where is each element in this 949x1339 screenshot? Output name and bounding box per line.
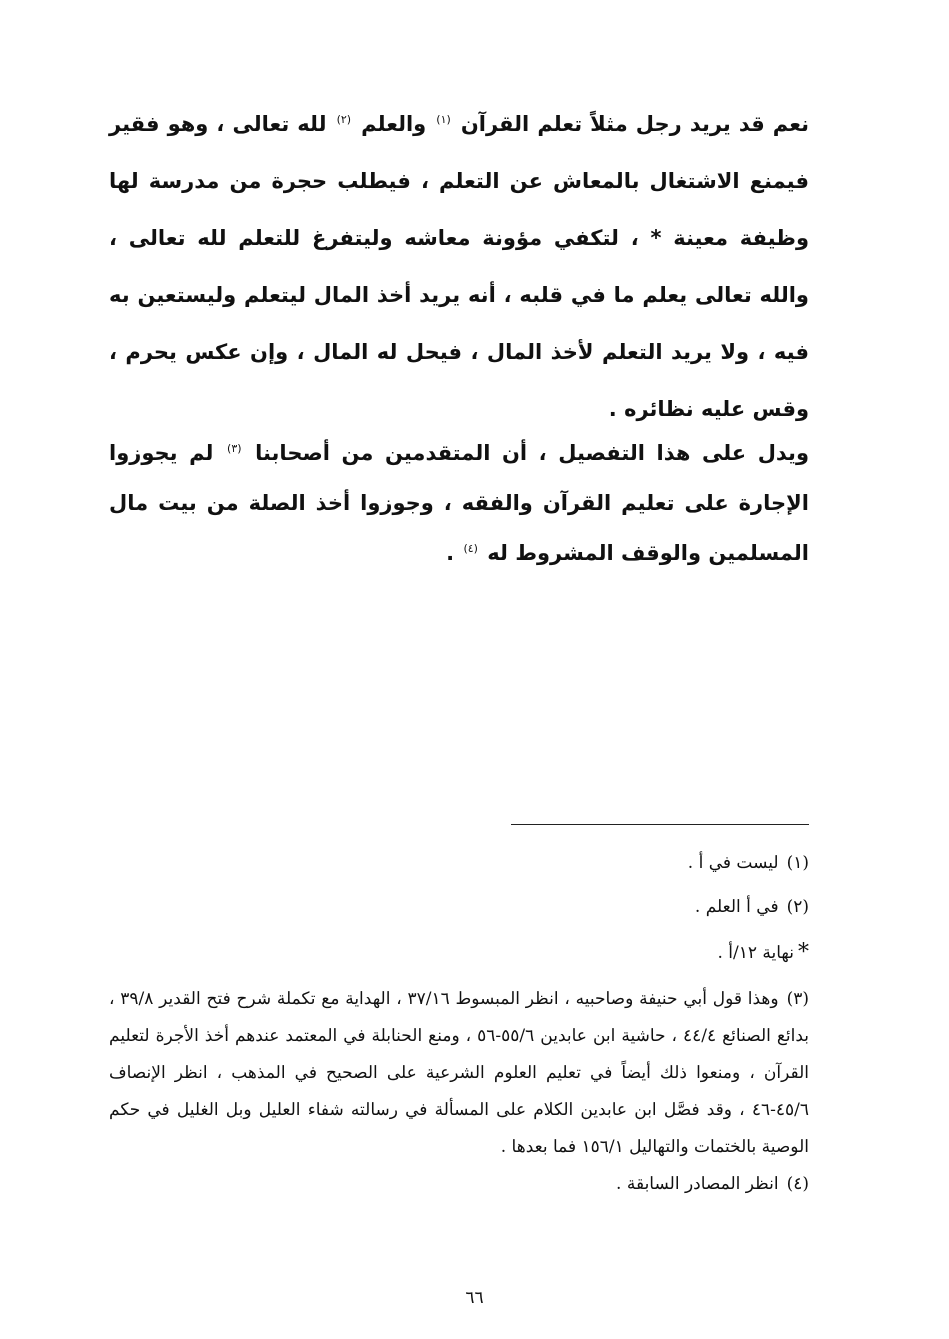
main-text (109, 96, 809, 578)
footnote-star (109, 933, 809, 981)
paragraph-2-part-2: لم يجوزوا الإجارة على تعليم القرآن والفقه ، وجوزوا أخذ الصلة من بيت مال المسلمين والوقف المشروط له (109, 441, 809, 565)
footnote-1-text: ليست في أ . (687, 853, 779, 873)
paragraph-1 (109, 96, 809, 438)
paragraph-1-part-3: لله تعالى ، وهو فقير فيمنع الاشتغال بالمعاش عن التعلم ، فيطلب حجرة من مدرسة لها وظيفة معينة * ، لتكفي مؤونة معاشه وليتفرغ للتعلم لله تعالى ، والله تعالى يعلم ما في قلبه ، أنه يريد أخذ المال ليتعلم وليستعين به فيه ، ولا يريد التعلم لأخذ المال ، فيحل له المال ، وإن عكس يحرم ، وقس عليه نظائره . (109, 112, 809, 421)
footnote-star-text: نهاية ١٢/أ . (717, 943, 794, 963)
footnotes (109, 845, 809, 1202)
footnote-2-number: (٢) (786, 897, 809, 917)
paragraph-1-part-1: نعم قد يريد رجل مثلاً تعلم القرآن (460, 112, 810, 136)
footnote-divider (511, 824, 809, 825)
footnote-3-number: (٣) (786, 989, 809, 1009)
footnote-3 (109, 981, 809, 1166)
paragraph-1-part-2: والعلم (361, 112, 427, 136)
footnote-2-text: في أ العلم . (694, 897, 779, 917)
footnote-ref-1: (١) (436, 113, 451, 126)
footnote-3-text: وهذا قول أبي حنيفة وصاحبيه ، انظر المبسوط ٣٧/١٦ ، الهداية مع تكملة شرح فتح القدير ٣٩/٨ ، بدائع الصنائع ٤٤/٤ ، حاشية ابن عابدين ٥٥/٦-٥٦ ، ومنع الحنابلة في المعتمد عندهم أخذ الأجرة لتعليم القرآن ، ومنعوا ذلك أيضاً في تعليم العلوم الشرعية على الصحيح في المذهب ، انظر الإنصاف ٤٥/٦-٤٦ ، وقد فصَّل ابن عابدين الكلام على المسألة في رسالته شفاء العليل وبل الغليل في حكم الوصية بالختمات والتهاليل ١٥٦/١ فما بعدها . (109, 989, 810, 1157)
footnote-1-number: (١) (786, 853, 809, 873)
paragraph-2-part-1: ويدل على هذا التفصيل ، أن المتقدمين من أصحابنا (255, 441, 809, 465)
page-number: ٦٦ (465, 1288, 484, 1308)
footnote-ref-3: (٣) (227, 442, 242, 455)
paragraph-2-part-3: . (446, 541, 455, 565)
footnote-4-text: انظر المصادر السابقة . (616, 1174, 779, 1194)
footnote-ref-2: (٢) (336, 113, 352, 126)
footnote-ref-4: (٤) (463, 542, 478, 555)
footnote-1 (109, 845, 809, 889)
footnote-2 (109, 889, 809, 933)
footnote-star-symbol: * (798, 940, 809, 965)
footnote-4-number: (٤) (786, 1174, 809, 1194)
paragraph-2 (109, 428, 809, 578)
footnote-4 (109, 1166, 809, 1202)
